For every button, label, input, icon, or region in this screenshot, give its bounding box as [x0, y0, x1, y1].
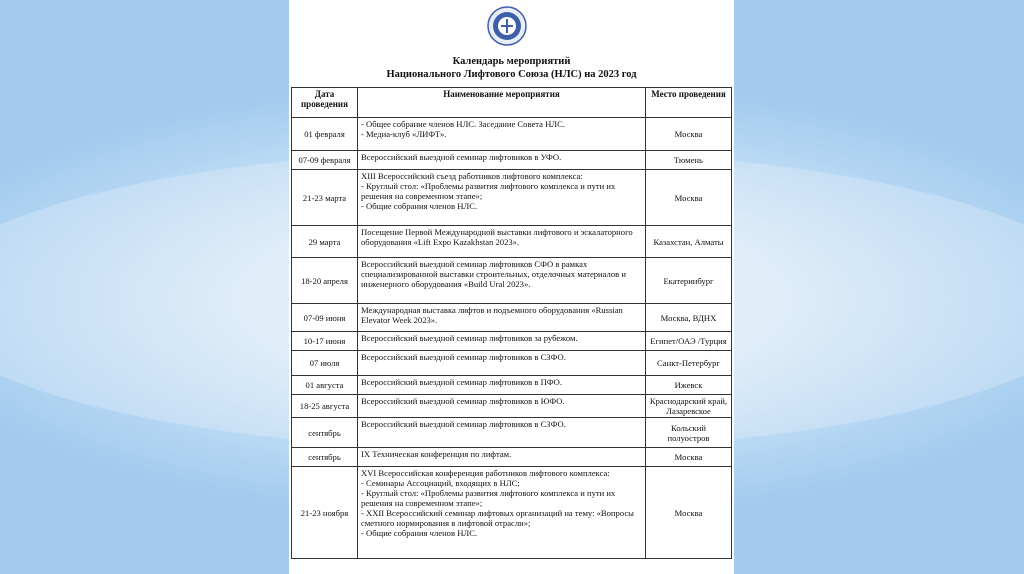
event-date: 07 июля — [292, 351, 358, 376]
event-place: Краснодарский край, Лазаревское — [646, 395, 732, 418]
table-row — [292, 170, 732, 226]
event-name: XVI Всероссийская конференция работников лифтового комплекса: - Семинары Ассоциаций, входящих в НЛС; - Круглый стол: «Проблемы развития лифтового комплекса и пути их решения на современном этапе»; - XXII Всероссийский семинар лифтовых организаций на тему: «Вопросы сметного нормирования в лифтовой отрасли»; - Общие собрания членов НЛС. — [358, 467, 646, 559]
event-date: 21-23 марта — [292, 170, 358, 226]
event-date: 07-09 февраля — [292, 151, 358, 170]
header-date: Дата проведения — [292, 88, 358, 118]
table-row — [292, 448, 732, 467]
table-row — [292, 395, 732, 418]
event-name: Всероссийский выездной семинар лифтовиков в УФО. — [358, 151, 646, 170]
event-place: Москва, ВДНХ — [646, 304, 732, 332]
table-row — [292, 304, 732, 332]
events-table — [291, 87, 732, 559]
event-date: 18-25 августа — [292, 395, 358, 418]
event-name: XIII Всероссийский съезд работников лифтового комплекса: - Круглый стол: «Проблемы развития лифтового комплекса и пути их решения на современном этапе»; - Общие собрания членов НЛС. — [358, 170, 646, 226]
event-place: Тюмень — [646, 151, 732, 170]
event-name: Всероссийский выездной семинар лифтовиков за рубежом. — [358, 332, 646, 351]
event-place: Кольский полуостров — [646, 418, 732, 448]
table-row — [292, 226, 732, 258]
event-date: 10-17 июня — [292, 332, 358, 351]
event-date: 18-20 апреля — [292, 258, 358, 304]
table-row — [292, 351, 732, 376]
event-name: Всероссийский выездной семинар лифтовиков в ЮФО. — [358, 395, 646, 418]
event-name: Всероссийский выездной семинар лифтовиков в СЗФО. — [358, 351, 646, 376]
document-page — [289, 0, 734, 574]
page-title — [289, 55, 734, 81]
table-row — [292, 151, 732, 170]
header-place: Место проведения — [646, 88, 732, 118]
table-row — [292, 118, 732, 151]
event-name: Всероссийский выездной семинар лифтовиков в СЗФО. — [358, 418, 646, 448]
event-date: 07-09 июня — [292, 304, 358, 332]
title-line-2: Национального Лифтового Союза (НЛС) на 2023 год — [386, 69, 637, 80]
table-row — [292, 332, 732, 351]
header-name: Наименование мероприятия — [358, 88, 646, 118]
event-place: Санкт-Петербург — [646, 351, 732, 376]
nls-logo-icon — [487, 6, 527, 46]
event-place: Ижевск — [646, 376, 732, 395]
event-name: Международная выставка лифтов и подъемного оборудования «Russian Elevator Week 2023». — [358, 304, 646, 332]
event-date: сентябрь — [292, 448, 358, 467]
event-place: Египет/ОАЭ /Турция — [646, 332, 732, 351]
event-date: 01 августа — [292, 376, 358, 395]
event-place: Москва — [646, 170, 732, 226]
event-place: Екатеринбург — [646, 258, 732, 304]
event-place: Москва — [646, 467, 732, 559]
event-date: 29 марта — [292, 226, 358, 258]
event-date: 01 февраля — [292, 118, 358, 151]
event-name: Всероссийский выездной семинар лифтовиков в ПФО. — [358, 376, 646, 395]
event-name: - Общее собрание членов НЛС. Заседание Совета НЛС. - Медиа-клуб «ЛИФТ». — [358, 118, 646, 151]
event-date: 21-23 ноября — [292, 467, 358, 559]
event-name: Всероссийский выездной семинар лифтовиков СФО в рамках специализированной выставки строительных, отделочных материалов и инженерного оборудования «Build Ural 2023». — [358, 258, 646, 304]
table-header-row — [292, 88, 732, 118]
event-name: Посещение Первой Международной выставки лифтового и эскалаторного оборудования «Lift Expo Kazakhstan 2023». — [358, 226, 646, 258]
table-row — [292, 418, 732, 448]
event-place: Москва — [646, 118, 732, 151]
title-line-1: Календарь мероприятий — [452, 56, 571, 67]
table-row — [292, 467, 732, 559]
table-row — [292, 258, 732, 304]
table-row — [292, 376, 732, 395]
event-date: сентябрь — [292, 418, 358, 448]
event-name: IX Техническая конференция по лифтам. — [358, 448, 646, 467]
event-place: Москва — [646, 448, 732, 467]
event-place: Казахстан, Алматы — [646, 226, 732, 258]
